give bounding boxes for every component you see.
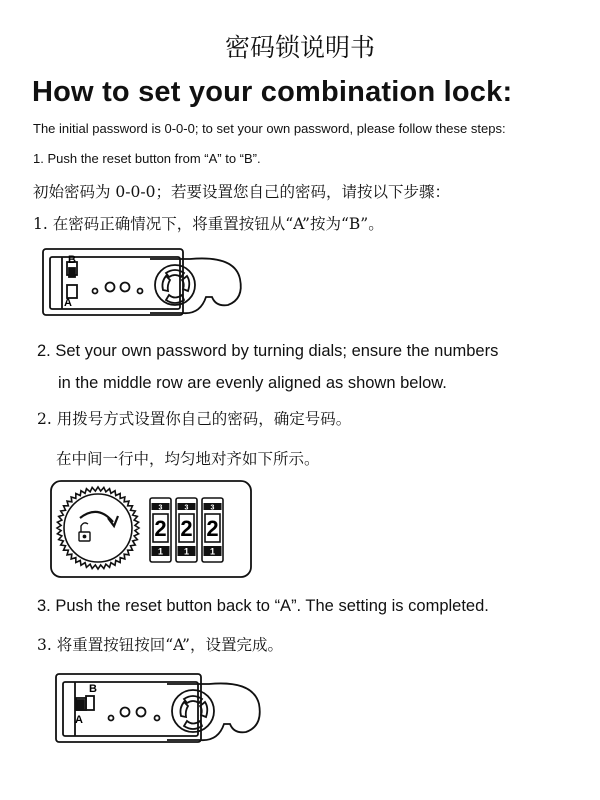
page-title-chinese: 密码锁说明书 <box>224 33 375 62</box>
step-2-chinese-line-2: 在中间一行中，均匀地对齐如下所示。 <box>56 450 320 468</box>
label-a: A <box>64 297 72 309</box>
lock-diagram-reset-to-a <box>53 670 273 752</box>
wheel-3-top-digit: 3 <box>210 504 215 512</box>
label-b: B <box>89 683 97 695</box>
dial-inner-ring <box>64 494 132 562</box>
wheel-3-middle-digit: 2 <box>206 516 219 541</box>
reset-button <box>69 268 75 277</box>
step-2-english-line-2: in the middle row are evenly aligned as shown below. <box>58 374 447 392</box>
wheel-3-bottom-digit: 1 <box>209 546 216 557</box>
page-title-english: How to set your combination lock: <box>32 76 513 108</box>
wheel-1-bottom-digit: 1 <box>157 546 164 557</box>
step-3-english: 3. Push the reset button back to “A”. The setting is completed. <box>37 597 489 615</box>
rotation-dial-icon <box>57 487 139 569</box>
unlock-padlock-icon <box>79 523 90 541</box>
step-1-chinese: 1. 在密码正确情况下，将重置按钮从“A”按为“B”。 <box>33 215 384 233</box>
step-2-english-line-1: 2. Set your own password by turning dials; ensure the numbers <box>37 342 499 360</box>
clockwise-arrow-icon <box>80 512 118 526</box>
intro-chinese: 初始密码为 0-0-0；若要设置您自己的密码，请按以下步骤： <box>33 183 450 201</box>
step-2-chinese-line-1: 2. 用拨号方式设置你自己的密码，确定号码。 <box>37 410 352 428</box>
dial-serrated-edge <box>57 487 139 569</box>
dial-alignment-diagram <box>50 480 252 580</box>
label-a: A <box>75 714 83 726</box>
number-wheels <box>150 498 223 562</box>
intro-english: The initial password is 0-0-0; to set your own password, please follow these steps: <box>33 121 506 136</box>
wheel-2-middle-digit: 2 <box>180 516 193 541</box>
wheel-2-top-digit: 3 <box>184 504 189 512</box>
label-b: B <box>68 254 76 266</box>
lock-diagram-reset-to-b <box>40 245 250 325</box>
wheel-1-middle-digit: 2 <box>154 516 167 541</box>
wheel-1-top-digit: 3 <box>158 504 163 512</box>
step-3-chinese: 3. 将重置按钮按回“A”，设置完成。 <box>37 636 283 654</box>
reset-slot-b <box>86 696 94 710</box>
step-1-english: 1. Push the reset button from “A” to “B”. <box>33 151 261 166</box>
reset-button <box>77 700 84 710</box>
wheel-2-bottom-digit: 1 <box>183 546 190 557</box>
